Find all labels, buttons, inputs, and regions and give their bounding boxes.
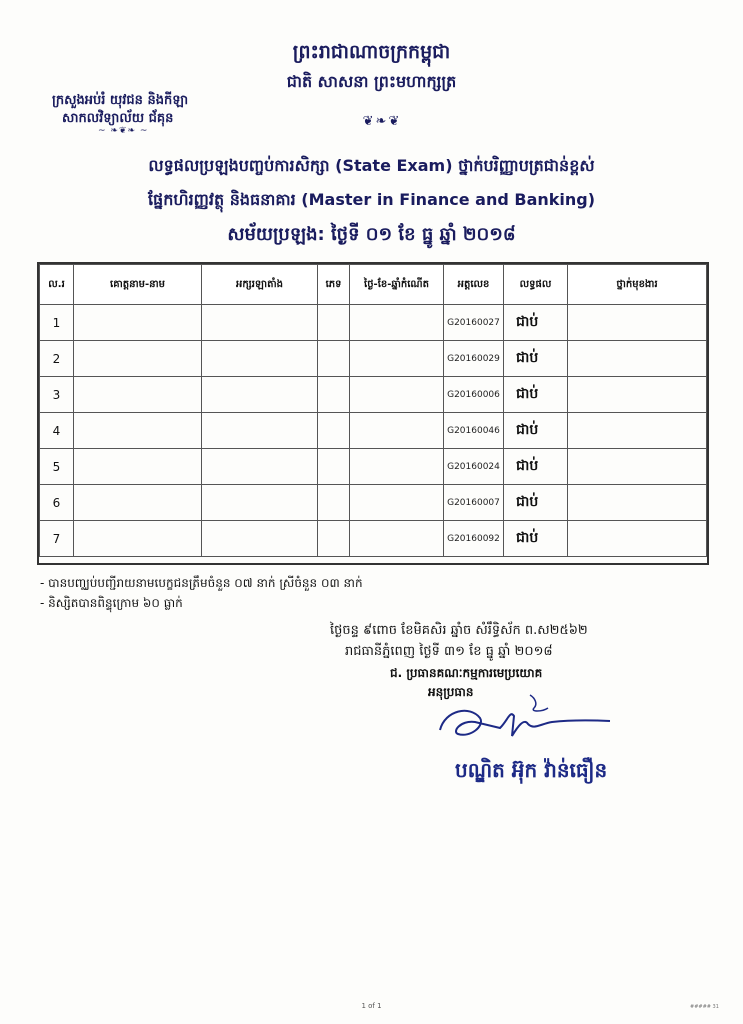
- latin-name-cell: [202, 305, 318, 341]
- signer-title: អនុប្រធាន: [428, 685, 474, 699]
- position-cell: [568, 341, 707, 377]
- position-cell: [568, 305, 707, 341]
- col-header-result: លទ្ធផល: [504, 265, 568, 305]
- birthdate-cell: [350, 305, 444, 341]
- row-number: 6: [40, 485, 74, 521]
- latin-name-cell: [202, 413, 318, 449]
- sex-cell: [318, 305, 350, 341]
- name-cell: [74, 377, 202, 413]
- kingdom-motto: ជាតិ សាសនា ព្រះមហាក្សត្រ: [286, 72, 457, 91]
- latin-name-cell: [202, 377, 318, 413]
- result-cell: ជាប់: [504, 449, 568, 485]
- col-header-position: ថ្នាក់មុខងារ: [568, 265, 707, 305]
- result-cell: ជាប់: [504, 341, 568, 377]
- latin-name-cell: [202, 449, 318, 485]
- result-cell: ជាប់: [504, 521, 568, 557]
- result-cell: ជាប់: [504, 413, 568, 449]
- row-number: 7: [40, 521, 74, 557]
- row-number: 2: [40, 341, 74, 377]
- col-header-sex: ភេទ: [318, 265, 350, 305]
- corner-mark: ##### 31: [690, 1004, 719, 1010]
- table-row: [40, 377, 707, 413]
- exam-session: សម័យប្រឡង: ថ្ងៃទី ០១ ខែ ធ្នូ ឆ្នាំ ២០១៨: [227, 224, 516, 245]
- name-cell: [74, 341, 202, 377]
- student-id: G20160007: [444, 485, 504, 521]
- page-indicator: 1 of 1: [361, 1002, 382, 1010]
- birthdate-cell: [350, 521, 444, 557]
- handwritten-signature: [430, 690, 630, 750]
- table-row: [40, 485, 707, 521]
- student-id: G20160092: [444, 521, 504, 557]
- ornament-divider: ❦❧❦: [362, 114, 402, 129]
- student-id: G20160029: [444, 341, 504, 377]
- document-title: លទ្ធផលប្រឡងបញ្ចប់ការសិក្សា (State Exam) ថ្នាក់បរិញ្ញាបត្រជាន់ខ្ពស់: [148, 156, 595, 175]
- result-cell: ជាប់: [504, 485, 568, 521]
- name-cell: [74, 485, 202, 521]
- latin-name-cell: [202, 341, 318, 377]
- table-row: [40, 449, 707, 485]
- name-cell: [74, 449, 202, 485]
- latin-name-cell: [202, 521, 318, 557]
- col-header-id: អត្តលេខ: [444, 265, 504, 305]
- sex-cell: [318, 377, 350, 413]
- student-id: G20160046: [444, 413, 504, 449]
- sex-cell: [318, 485, 350, 521]
- row-number: 3: [40, 377, 74, 413]
- university-name: សាកលវិទ្យាល័យ ជ័គុន: [62, 111, 174, 126]
- student-id: G20160027: [444, 305, 504, 341]
- col-header-name: គោត្តនាម-នាម: [74, 265, 202, 305]
- lunar-date: ថ្ងៃចន្ទ ៩ពោច ខែមិគសិរ ឆ្នាំច សំរឹទ្ធិស័ក ព.ស២៥៦២: [330, 623, 588, 638]
- table-header-row: [40, 265, 707, 305]
- signer-name: បណ្ឌិត អ៊ុក វ៉ាន់ធឿន: [455, 758, 608, 782]
- results-table: [37, 262, 709, 565]
- birthdate-cell: [350, 485, 444, 521]
- document-subtitle: ផ្នែកហិរញ្ញវត្ថុ និងធនាគារ (Master in Finance and Banking): [147, 190, 596, 209]
- birthdate-cell: [350, 377, 444, 413]
- name-cell: [74, 305, 202, 341]
- row-number: 4: [40, 413, 74, 449]
- birthdate-cell: [350, 449, 444, 485]
- note-total-candidates: - បានបញ្ឈប់បញ្ជីរាយនាមបេក្ខជនត្រឹមចំនួន ០៧ នាក់ ស្រីចំនួន ០៣ នាក់: [40, 576, 363, 590]
- table-row: [40, 305, 707, 341]
- latin-name-cell: [202, 485, 318, 521]
- student-id: G20160006: [444, 377, 504, 413]
- sex-cell: [318, 413, 350, 449]
- signer-role: ជ. ប្រធានគណៈកម្មការមេប្រយោគ: [390, 666, 543, 680]
- col-header-latin-name: អក្សរឡាតាំង: [202, 265, 318, 305]
- birthdate-cell: [350, 413, 444, 449]
- name-cell: [74, 413, 202, 449]
- birthdate-cell: [350, 341, 444, 377]
- sex-cell: [318, 521, 350, 557]
- row-number: 1: [40, 305, 74, 341]
- position-cell: [568, 485, 707, 521]
- solar-date: រាជធានីភ្នំពេញ ថ្ងៃទី ៣១ ខែ ធ្នូ ឆ្នាំ ២០១៨: [345, 644, 553, 659]
- table-row: [40, 521, 707, 557]
- result-cell: ជាប់: [504, 305, 568, 341]
- position-cell: [568, 413, 707, 449]
- note-failing-score: - និស្សិតបានពិន្ទុក្រោម ៦០ ធ្លាក់: [40, 596, 183, 610]
- sex-cell: [318, 341, 350, 377]
- col-header-no: ល.រ: [40, 265, 74, 305]
- position-cell: [568, 521, 707, 557]
- ministry-ornament: ~ ❧❦❧ ~: [98, 126, 149, 136]
- result-cell: ជាប់: [504, 377, 568, 413]
- student-id: G20160024: [444, 449, 504, 485]
- table-row: [40, 341, 707, 377]
- position-cell: [568, 377, 707, 413]
- kingdom-title: ព្រះរាជាណាចក្រកម្ពុជា: [292, 41, 451, 63]
- sex-cell: [318, 449, 350, 485]
- ministry-name: ក្រសួងអប់រំ យុវជន និងកីឡា: [52, 93, 189, 108]
- col-header-birthdate: ថ្ងៃ-ខែ-ឆ្នាំកំណើត: [350, 265, 444, 305]
- position-cell: [568, 449, 707, 485]
- table-row: [40, 413, 707, 449]
- name-cell: [74, 521, 202, 557]
- row-number: 5: [40, 449, 74, 485]
